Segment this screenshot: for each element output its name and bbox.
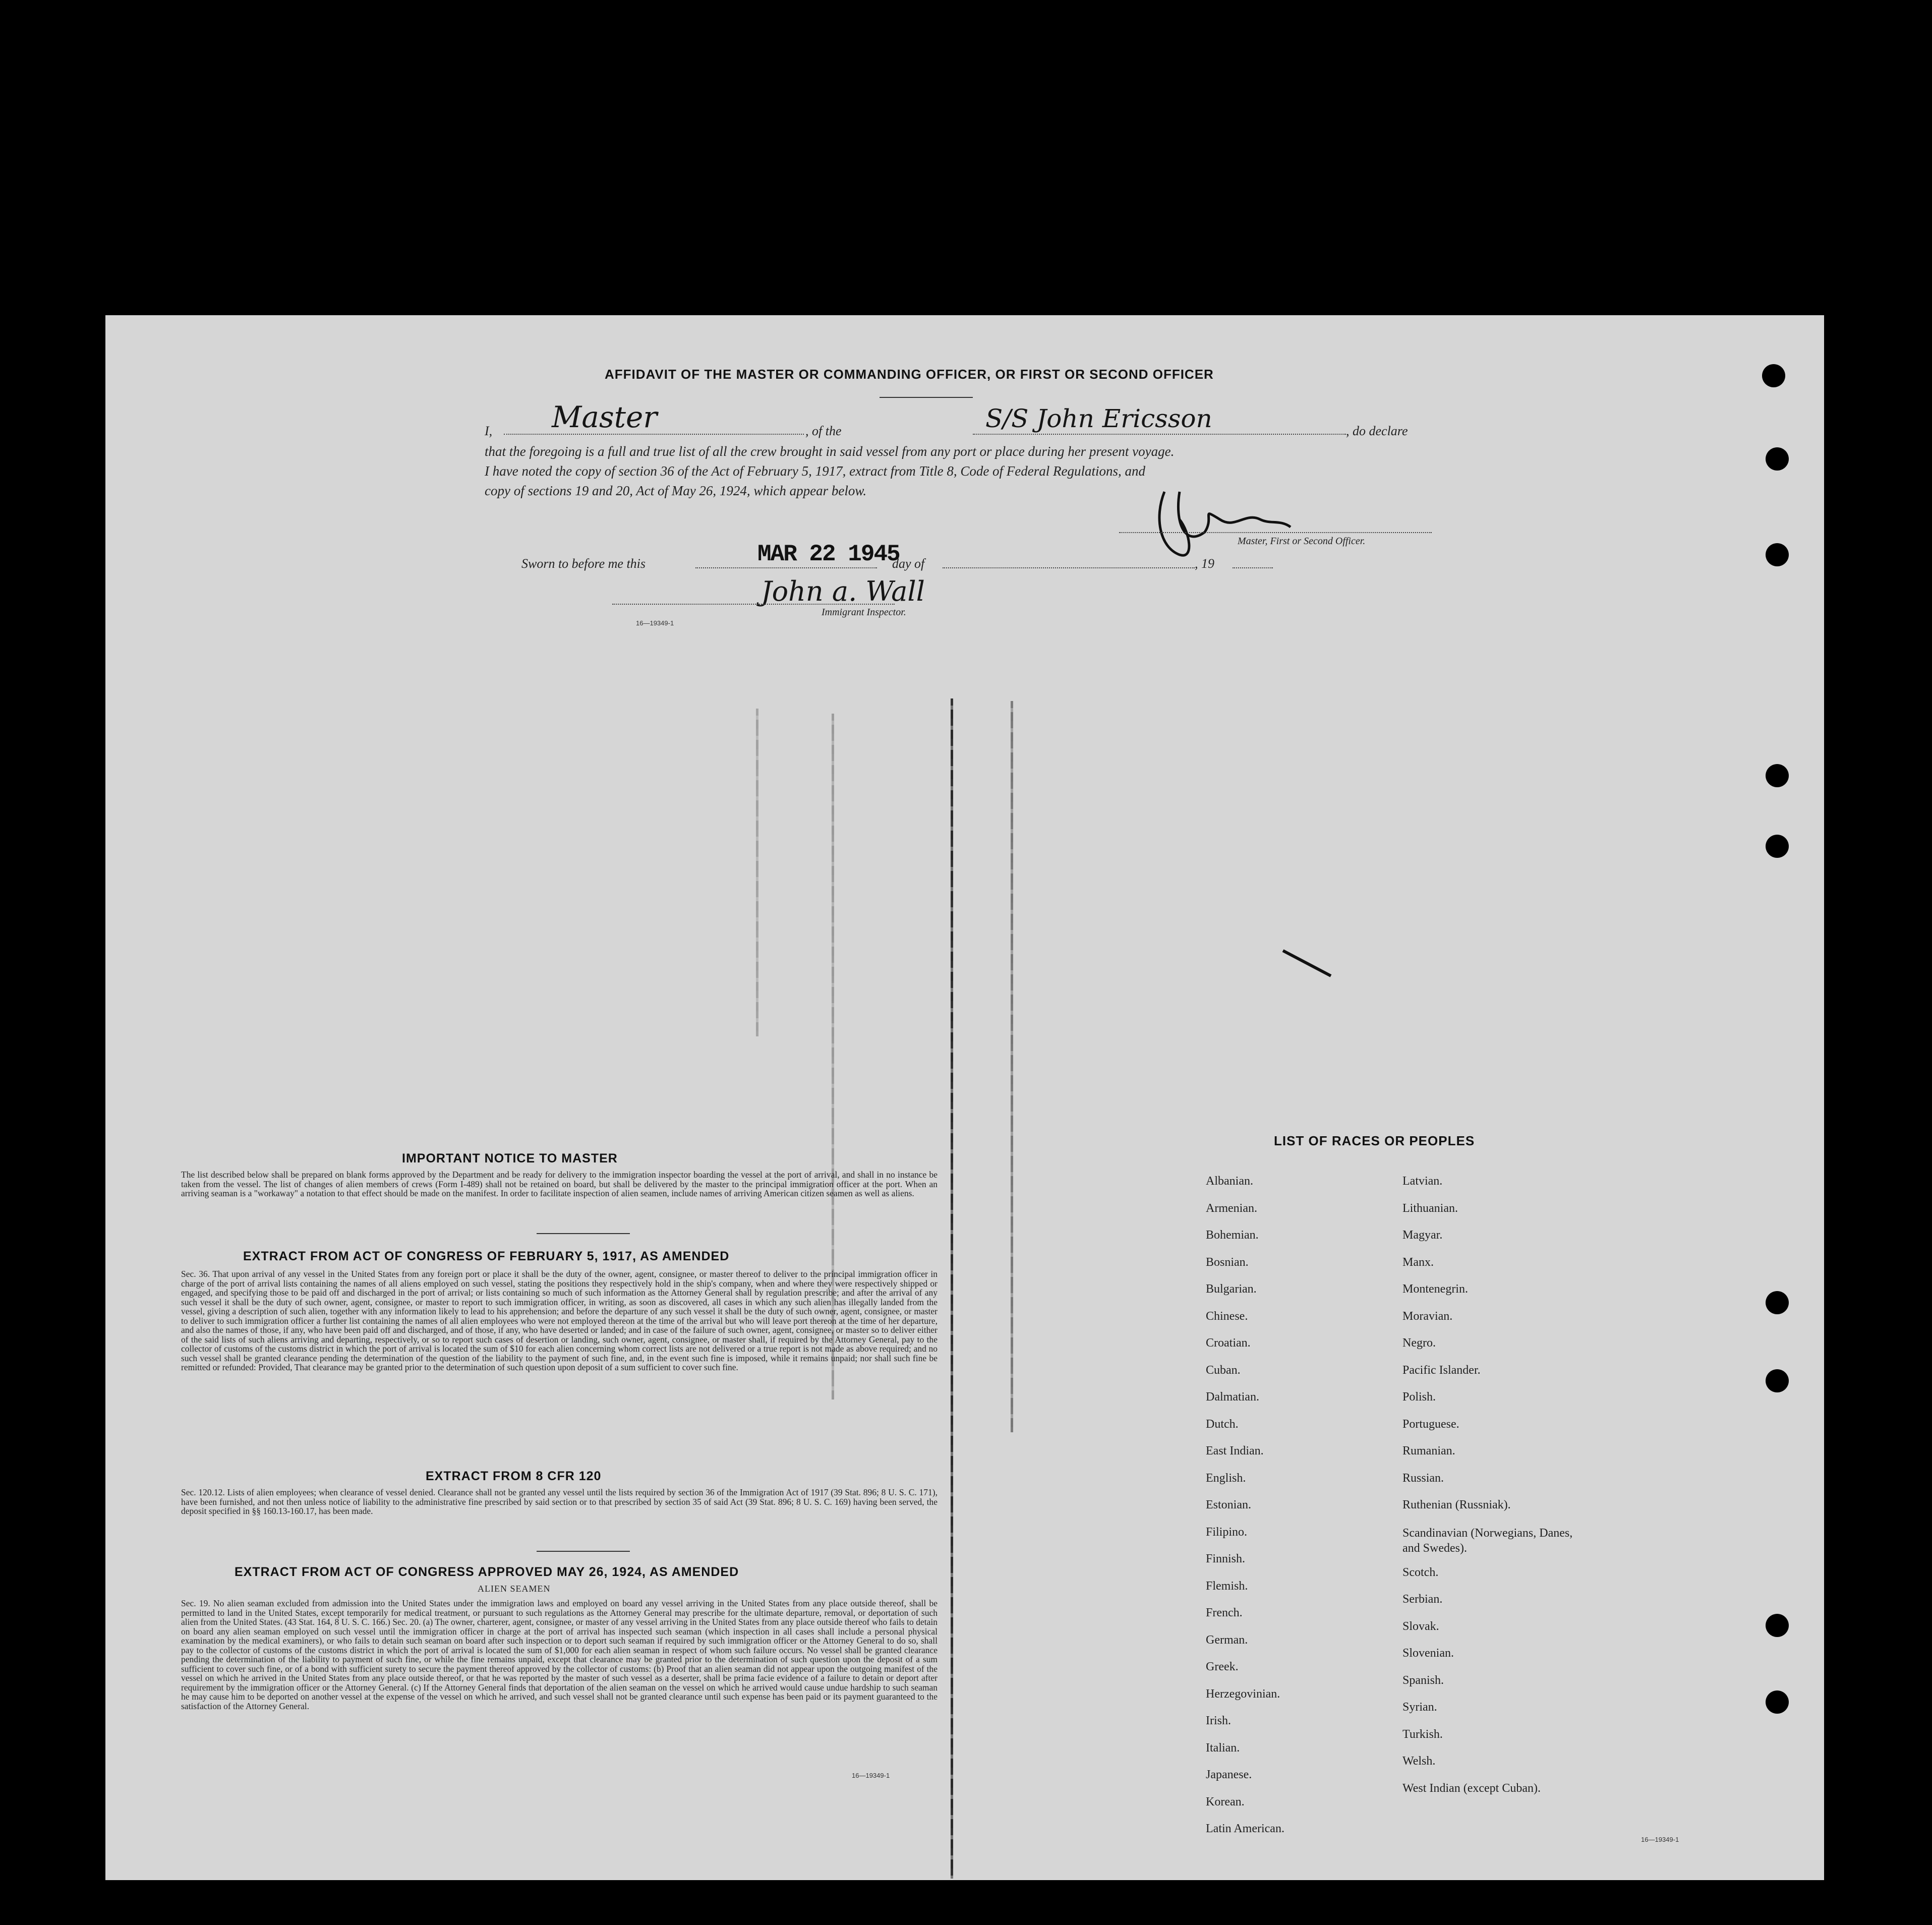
- race-entry: Negro.: [1402, 1336, 1436, 1350]
- extract-cfr-title: EXTRACT FROM 8 CFR 120: [426, 1469, 602, 1483]
- binder-hole: [1766, 543, 1789, 566]
- month-blank: [943, 567, 1195, 568]
- race-entry: Dalmatian.: [1206, 1390, 1259, 1404]
- sworn-label: Sworn to before me this: [521, 556, 646, 571]
- binder-hole: [1766, 1614, 1789, 1637]
- form-number: 16—19349-1: [636, 619, 674, 627]
- notice-title: IMPORTANT NOTICE TO MASTER: [402, 1151, 618, 1165]
- race-entry: Latin American.: [1206, 1822, 1284, 1835]
- race-entry: Rumanian.: [1402, 1444, 1455, 1457]
- binder-hole: [1766, 447, 1789, 471]
- race-entry: Filipino.: [1206, 1525, 1248, 1539]
- affidavit-i-label: I,: [485, 424, 493, 438]
- extract-1924-body: Sec. 19. No alien seaman excluded from admission into the United States under the immigration laws and employed on board any vessel arriving in the United States from any place outside thereof, shall be permitted to land in the United States, except temporarily for medical treatment, or pursuant to such regulations as the Attorney General may prescribe for the ultimate departure, removal, or deportation of such alien from the United States. (43 Stat. 164, 8 U. S. C. 166.) Sec. 20. (a) The owner, charterer, agent, consignee, or master of any vessel arriving in the United States from any place outside thereof who fails to detain on board any alien seaman employed on such vessel until the immigration officer in charge at the port of arrival has inspected such seaman (which inspection in all cases shall include a personal physical examination by the medical examiners), or who fails to detain such seaman on board after such inspection or to deport such seaman if required by such immigration officer or the Attorney General to do so, shall pay to the collector of customs of the customs district in which the port of arrival is located the sum of $1,000 for each alien seaman in respect of whom such failure occurs. No vessel shall be granted clearance pending the determination of the liability to payment of such fine, or while the fine remains unpaid, except that clearance may be granted prior to the determination of such question upon the deposit of a sum sufficient to cover such fine, or of a bond with sufficient surety to secure the payment thereof approved by the collector of customs: (b) Proof that an alien seaman did not appear upon the outgoing manifest of the vessel on which he arrived in the United States from any place outside thereof, or that he was reported by the master of such vessel as a deserter, shall be prima facie evidence of a failure to detain or deport after requirement by the immigration officer or the Attorney General. (c) If the Attorney General finds that deportation of the alien seaman on the vessel on which he arrived would cause undue hardship to such seaman he may cause him to be deported on another vessel at the expense of the vessel on which he arrived, and such vessel shall not be granted clearance until such expense has been paid or its payment guaranteed to the satisfaction of the Attorney General.: [181, 1598, 938, 1712]
- inspector-caption: Immigrant Inspector.: [822, 607, 906, 618]
- signature-caption: Master, First or Second Officer.: [1238, 536, 1366, 547]
- divider: [537, 1233, 630, 1234]
- date-stamp: MAR 22 1945: [757, 541, 900, 567]
- affidavit-of-the: , of the: [805, 424, 842, 438]
- race-entry: Welsh.: [1402, 1755, 1436, 1768]
- race-entry: Flemish.: [1206, 1579, 1248, 1593]
- race-entry: Chinese.: [1206, 1309, 1248, 1323]
- race-entry: Irish.: [1206, 1714, 1231, 1727]
- race-entry: Lithuanian.: [1402, 1201, 1458, 1215]
- column-rule: [1011, 701, 1013, 1432]
- inspector-line: [612, 604, 895, 605]
- race-entry: Spanish.: [1402, 1673, 1444, 1687]
- inspector-signature: John a. Wall: [761, 575, 925, 607]
- extract-1924-subtitle: ALIEN SEAMEN: [478, 1584, 551, 1594]
- race-entry: Portuguese.: [1402, 1417, 1459, 1431]
- vessel-blank: [973, 434, 1346, 435]
- year-prefix: , 19: [1195, 556, 1214, 571]
- race-entry: French.: [1206, 1606, 1243, 1619]
- race-entry: Slovak.: [1402, 1619, 1439, 1633]
- races-title: LIST OF RACES OR PEOPLES: [1274, 1133, 1475, 1148]
- signature-line: [1119, 532, 1432, 533]
- race-entry: Scandinavian (Norwegians, Danes, and Swedes).: [1402, 1526, 1573, 1555]
- race-entry: Moravian.: [1402, 1309, 1453, 1323]
- binder-hole: [1762, 364, 1785, 387]
- race-entry: Polish.: [1402, 1390, 1436, 1404]
- race-entry: Pacific Islander.: [1402, 1363, 1481, 1377]
- vessel-name-handwritten: S/S John Ericsson: [985, 404, 1212, 433]
- binder-hole: [1766, 1291, 1789, 1314]
- column-rule: [951, 698, 953, 1879]
- race-entry: Albanian.: [1206, 1175, 1253, 1188]
- race-entry: Finnish.: [1206, 1552, 1246, 1565]
- affidavit-line-3: I have noted the copy of section 36 of the Act of February 5, 1917, extract from Title 8, Code of Federal Regulations, and: [485, 463, 1146, 479]
- divider: [537, 1551, 630, 1552]
- binder-hole: [1766, 835, 1789, 858]
- race-entry: Scotch.: [1402, 1565, 1439, 1579]
- race-entry: Italian.: [1206, 1741, 1240, 1755]
- race-entry: Croatian.: [1206, 1336, 1251, 1350]
- race-entry: Cuban.: [1206, 1363, 1241, 1377]
- race-entry: Bulgarian.: [1206, 1282, 1257, 1296]
- race-entry: Manx.: [1402, 1255, 1434, 1269]
- race-entry: West Indian (except Cuban).: [1402, 1781, 1541, 1795]
- extract-1917-body: Sec. 36. That upon arrival of any vessel in the United States from any foreign port or place it shall be the duty of the owner, agent, consignee, or master thereof to deliver to the principal immigration officer in charge of the port of arrival lists containing the names of all aliens employed on such vessel, stating the positions they respectively hold in the ship's company, when and where they were respectively shipped or engaged, and specifying those to be paid off and discharged in the port of arrival; or lists containing so much of such information as the Attorney General shall by regulation prescribe; and after the arrival of any such vessel it shall be the duty of such owner, agent, consignee, or master to report to such immigration officer, in writing, as soon as discovered, all cases in which any such alien has illegally landed from the vessel, giving a description of such alien, together with any information likely to lead to his apprehension; and before the departure of any such vessel it shall be the duty of such owner, agent, consignee, or master to deliver to such immigration officer a further list containing the names of all alien employees who were not employed thereon at the time of the arrival but who will leave port thereon at the time of her departure, and also the names of those, if any, who have been paid off and discharged, and of those, if any, who have deserted or landed; and in case of the failure of such owner, agent, consignee, or master so to deliver either of the said lists of such aliens arriving and departing, respectively, or so to report such cases of desertion or landing, such owner, agent, consignee, or master shall, if required by the Attorney General, pay to the collector of customs of the customs district in which the port of arrival is located the sum of $10 for each alien concerning whom correct lists are not delivered or a true report is not made as above required; and no such vessel shall be granted clearance pending the determination of the question of the liability to the payment of such fine, and, in the event such fine is imposed, while it remains unpaid; nor shall such fine be remitted or refunded: Provided, That clearance may be granted prior to the determination of such question upon deposit of a sum sufficient to cover such fine.: [181, 1269, 938, 1373]
- affidavit-title: AFFIDAVIT OF THE MASTER OR COMMANDING OFFICER, OR FIRST OR SECOND OFFICER: [605, 367, 1214, 382]
- notice-body: The list described below shall be prepared on blank forms approved by the Department and be ready for delivery to the immigration inspector boarding the vessel at the port of arrival, and shall in no instance be taken from the vessel. The list of changes of alien members of crews (Form I-489) shall not be retained on board, but shall be delivered by the master to the principal immigration officer at the port. When an arriving seaman is a "workaway" a notation to that effect should be made on the manifest. In order to facilitate inspection of alien seamen, include names of arriving American citizen seamen as well as aliens.: [181, 1170, 938, 1199]
- race-entry: Herzegovinian.: [1206, 1687, 1280, 1701]
- race-entry: Korean.: [1206, 1795, 1245, 1809]
- day-of-label: day of: [892, 556, 925, 571]
- race-entry: Slovenian.: [1402, 1647, 1454, 1660]
- extract-1917-title: EXTRACT FROM ACT OF CONGRESS OF FEBRUARY 5, 1917, AS AMENDED: [243, 1249, 730, 1263]
- race-entry: Bohemian.: [1206, 1229, 1259, 1242]
- master-signature: [1144, 472, 1296, 567]
- year-blank: [1233, 567, 1273, 568]
- race-entry: Japanese.: [1206, 1768, 1252, 1781]
- bleed-through-text: [1346, 638, 1353, 651]
- sworn-day-blank: [695, 567, 877, 568]
- binder-hole: [1766, 1369, 1789, 1392]
- race-entry: German.: [1206, 1633, 1248, 1647]
- extract-cfr-body: Sec. 120.12. Lists of alien employees; when clearance of vessel denied. Clearance shall not be granted any vessel until the lists required by section 36 of the Immigration Act of 1917 (39 Stat. 896; 8 U. S. C. 171), have been furnished, and not then unless notice of liability to the administrative fine prescribed by said section or to that prescribed by section 35 of said Act (39 Stat. 896; 8 U. S. C. 169) having been served, the deposit specified in §§ 160.13-160.17, has been made.: [181, 1487, 938, 1516]
- affidavit-do-declare: , do declare: [1346, 424, 1408, 438]
- affidavit-line-2: that the foregoing is a full and true list of all the crew brought in said vessel from any port or place during her present voyage.: [485, 444, 1175, 459]
- race-entry: Dutch.: [1206, 1417, 1239, 1431]
- race-entry: Armenian.: [1206, 1201, 1257, 1215]
- race-entry: Serbian.: [1402, 1593, 1443, 1606]
- divider: [880, 397, 973, 398]
- extract-1924-title: EXTRACT FROM ACT OF CONGRESS APPROVED MAY 26, 1924, AS AMENDED: [235, 1565, 739, 1579]
- race-entry: English.: [1206, 1471, 1246, 1485]
- race-entry: East Indian.: [1206, 1444, 1264, 1457]
- race-entry: Russian.: [1402, 1471, 1444, 1485]
- race-entry: Ruthenian (Russniak).: [1402, 1498, 1511, 1511]
- master-name-handwritten: Master: [552, 400, 658, 434]
- race-entry: Latvian.: [1402, 1175, 1443, 1188]
- binder-hole: [1766, 1690, 1789, 1714]
- race-entry: Magyar.: [1402, 1229, 1443, 1242]
- race-entry: Greek.: [1206, 1660, 1239, 1673]
- race-entry: Montenegrin.: [1402, 1282, 1468, 1296]
- race-entry: Turkish.: [1402, 1727, 1443, 1741]
- document-page: [105, 315, 1824, 1880]
- race-entry: Estonian.: [1206, 1498, 1251, 1511]
- race-entry: Syrian.: [1402, 1701, 1437, 1714]
- race-entry: Bosnian.: [1206, 1255, 1249, 1269]
- pen-mark: [1280, 946, 1336, 981]
- form-number: 16—19349-1: [1641, 1836, 1679, 1843]
- binder-hole: [1766, 764, 1789, 787]
- column-rule: [756, 709, 758, 1036]
- form-number: 16—19349-1: [852, 1772, 890, 1779]
- affidavit-line-4: copy of sections 19 and 20, Act of May 26, 1924, which appear below.: [485, 483, 867, 498]
